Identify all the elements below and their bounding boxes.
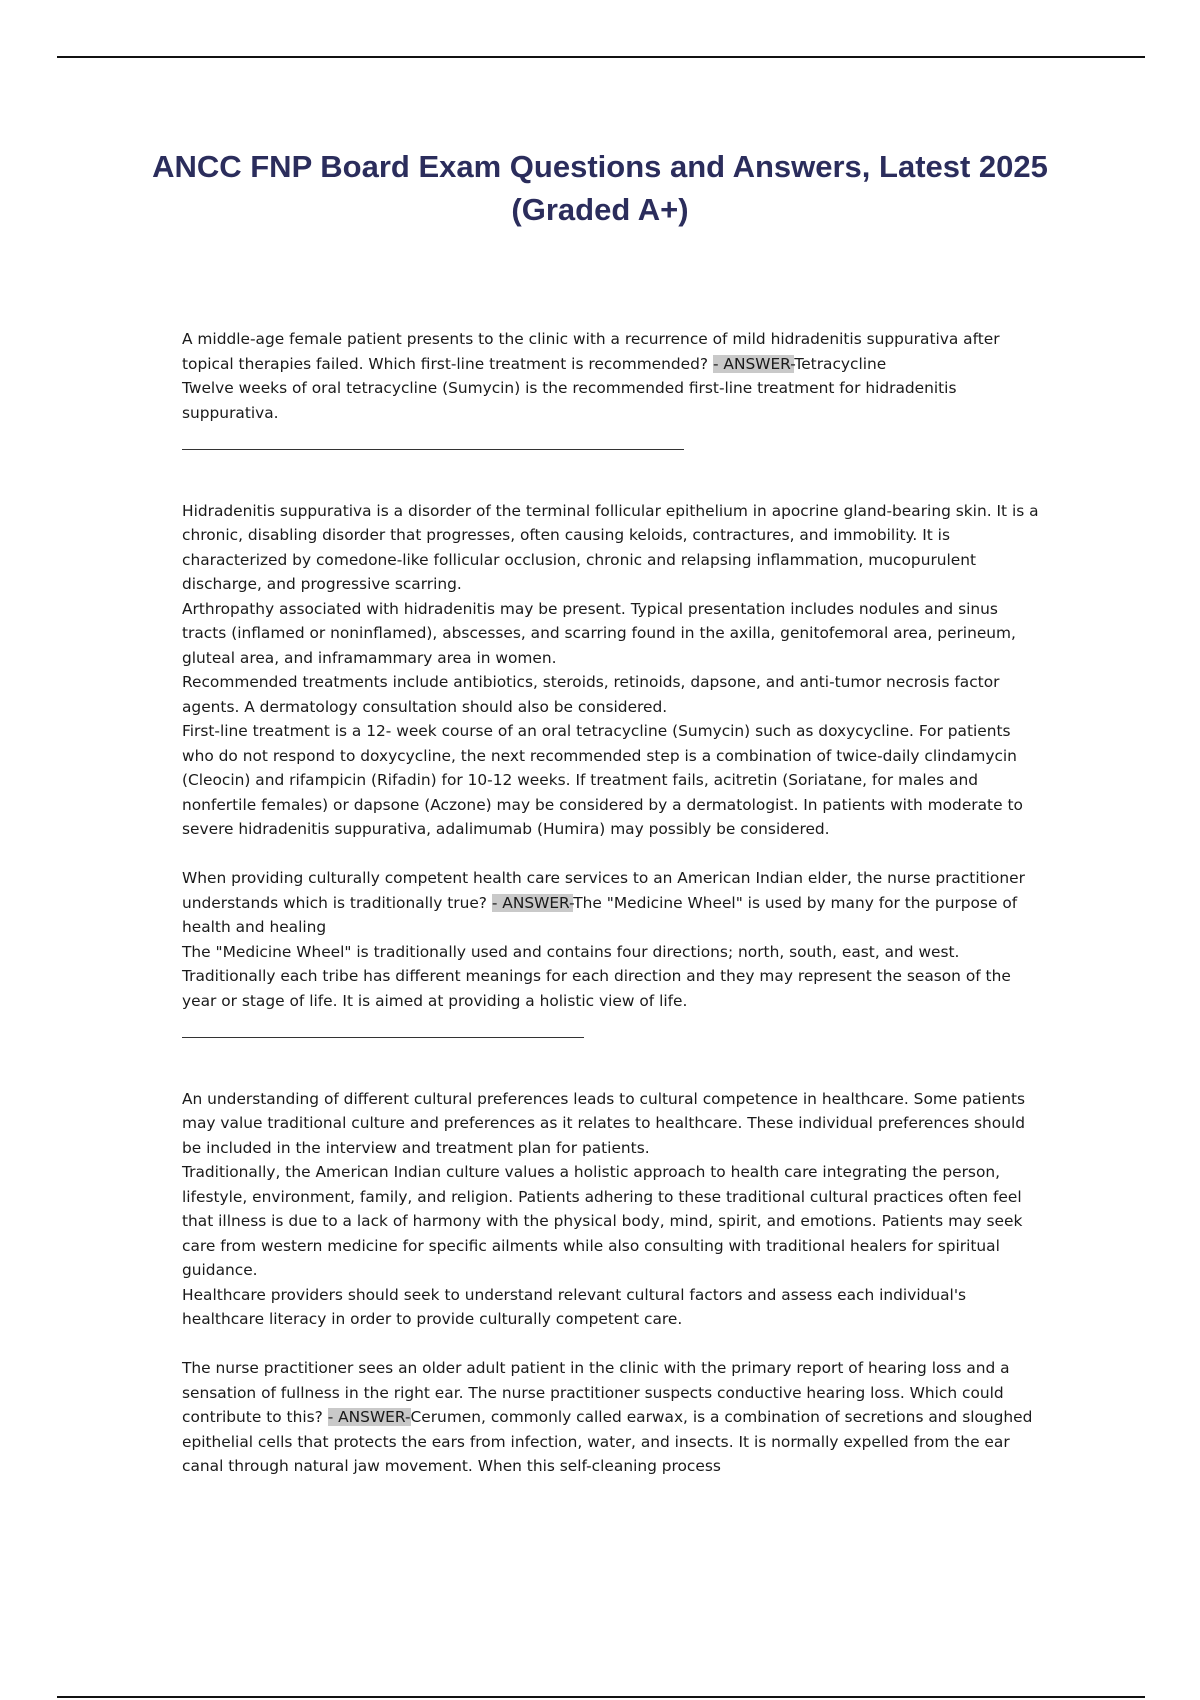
q3-block <box>182 1356 1042 1479</box>
q1-answer-detail: Twelve weeks of oral tetracycline (Sumycin) is the recommended first-line treatment for hidradenitis suppurativa. <box>182 379 957 422</box>
separator-1-wrap <box>182 425 1042 474</box>
q2-answer: The "Medicine Wheel" is used by many for the purpose of health and healing <box>182 893 1018 936</box>
q3-answer: Cerumen, commonly called earwax, is a combination of secretions and sloughed epithelial cells that protects the ears from infection, water, and insects. It is normally expelled from the ear canal through natural jaw movement. When this self-cleaning process <box>182 1408 1033 1475</box>
top-rule <box>57 56 1145 58</box>
q2-answer-detail: The "Medicine Wheel" is traditionally used and contains four directions; north, south, east, and west. Traditionally each tribe has different meanings for each direction and they may represent the season of the year or stage of life. It is aimed at providing a holistic view of life. <box>182 942 1011 1010</box>
separator-2-wrap <box>182 1013 1042 1062</box>
q3-question: The nurse practitioner sees an older adult patient in the clinic with the primary report of hearing loss and a sensation of fullness in the right ear. The nurse practitioner suspects conductive hearing loss. Which could contribute to this? <box>182 1359 1010 1426</box>
answer-marker: - ANSWER- <box>491 893 574 912</box>
q1-explanation-2: Arthropathy associated with hidradenitis may be present. Typical presentation includes nodules and sinus tracts (inflamed or noninflamed), abscesses, and scarring found in the axilla, genitofemoral area, perineum, gluteal area, and inframammary area in women. <box>182 599 1016 667</box>
q2-explanation-2: Traditionally, the American Indian culture values a holistic approach to health care integrating the person, lifestyle, environment, family, and religion. Patients adhering to these traditional cultural practices often feel that illness is due to a lack of harmony with the physical body, mind, spirit, and emotions. Patients may seek care from western medicine for specific ailments while also consulting with traditional healers for spiritual guidance. <box>182 1163 1023 1279</box>
q1-explanation-3: Recommended treatments include antibiotics, steroids, retinoids, dapsone, and anti-tumor necrosis factor agents. A dermatology consultation should also be considered. <box>182 673 1000 716</box>
answer-marker: - ANSWER- <box>712 354 795 373</box>
separator-line <box>182 449 684 450</box>
bottom-rule <box>57 1696 1145 1698</box>
q2-question: When providing culturally competent health care services to an American Indian elder, the nurse practitioner understands which is traditionally true? <box>182 869 1025 912</box>
separator-line <box>182 1037 584 1038</box>
q1-explanation-4: First-line treatment is a 12- week course of an oral tetracycline (Sumycin) such as doxycycline. For patients who do not respond to doxycycline, the next recommended step is a combination of twice-daily clindamycin (Cleocin) and rifampicin (Rifadin) for 10-12 weeks. If treatment fails, acitretin (Soriatane, for males and nonfertile females) or dapsone (Aczone) may be considered by a dermatologist. In patients with moderate to severe hidradenitis suppurativa, adalimumab (Humira) may possibly be considered. <box>182 722 1023 838</box>
answer-marker: - ANSWER- <box>327 1408 411 1426</box>
q1-explanation-1: Hidradenitis suppurativa is a disorder of the terminal follicular epithelium in apocrine gland-bearing skin. It is a chronic, disabling disorder that progresses, often causing keloids, contractures, and immobility. It is characterized by comedone-like follicular occlusion, chronic and relapsing inflammation, mucopurulent discharge, and progressive scarring. <box>182 501 1039 593</box>
q2-explanation-1: An understanding of different cultural preferences leads to cultural competence in healthcare. Some patients may value traditional culture and preferences as it relates to healthcare. These individual preferences should be included in the interview and treatment plan for patients. <box>182 1089 1026 1157</box>
document-body <box>182 327 1042 1479</box>
q1-question: A middle-age female patient presents to the clinic with a recurrence of mild hidradenitis suppurativa after topical therapies failed. Which first-line treatment is recommended? <box>182 330 1000 373</box>
q2-explanation-3: Healthcare providers should seek to understand relevant cultural factors and assess each individual's healthcare literacy in order to provide culturally competent care. <box>182 1285 967 1328</box>
document-title: ANCC FNP Board Exam Questions and Answers, Latest 2025 (Graded A+) <box>152 149 1048 227</box>
q2-block <box>182 866 1042 940</box>
q1-answer: Tetracycline <box>794 354 887 373</box>
q1-block <box>182 327 1042 376</box>
